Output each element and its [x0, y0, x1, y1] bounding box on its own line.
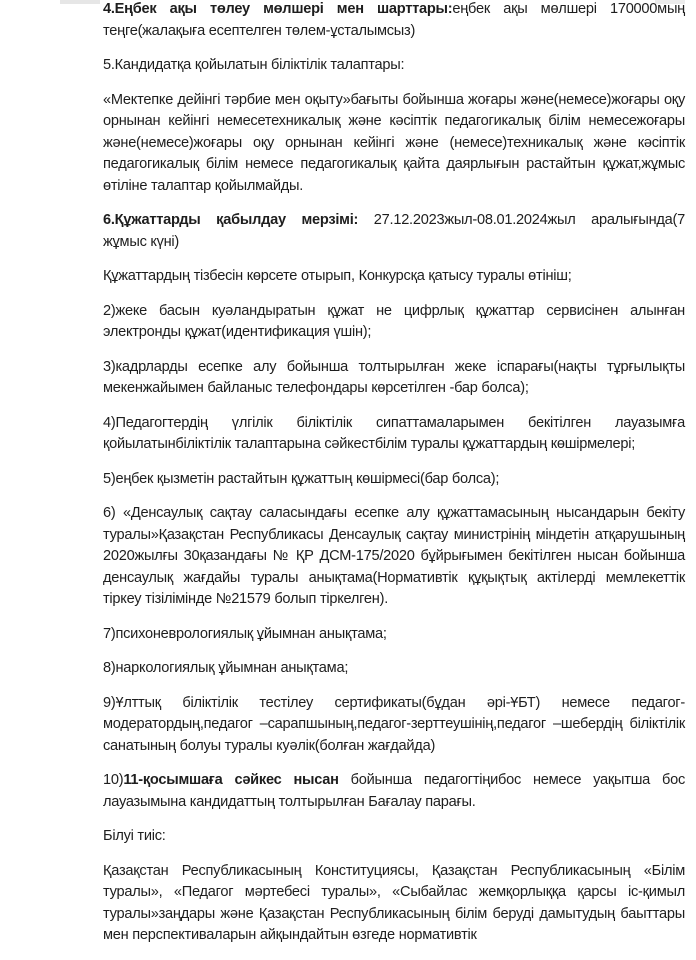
section-4-salary [103, 0, 685, 42]
item-10-bold: 11-қосымшаға сәйкес нысан [123, 772, 339, 788]
know-text: Қазақстан Республикасының Конституциясы, Қазақстан Республикасының «Білім туралы», «Педагог мәртебесі туралы», «Сыбайлас жемқорлыққа қарсы іс-қимыл туралы»заңдары және Қазақстан Республикасының білім беруді дамытудың баыттары мен перспективаларын айқындайтын өзгеде нормативтік [103, 862, 685, 943]
section-5-heading: 5.Кандидатқа қойылатын біліктілік талаптары: [103, 57, 405, 73]
section-6-text: 27.12.2023жыл-08.01.2024жыл аралығында(7 жұмыс күні) [103, 212, 685, 250]
section-4-heading: 4.Еңбек ақы төлеу мөлшері мен шарттары: [103, 1, 453, 17]
document-list-item: Құжаттардың тізбесін көрсете отырып, Конкурсқа қатысу туралы өтініш; [103, 268, 572, 284]
section-6-heading: 6.Құжаттарды қабылдау мерзімі: [103, 212, 359, 228]
page-edge-shadow [60, 0, 100, 4]
item-10-text: бойынша педагогтіңибос немесе уақытша бос лауазымына кандидаттың толтырылған Бағалау парағы. [103, 772, 685, 810]
document-list-item: 6) «Денсаулық сақтау саласындағы есепке алу құжаттамасының нысандарын бекіту туралы»Қазақстан Республикасы Денсаулық сақтау министрінің міндетін атқарушының 2020жылғы 30қазандағы № ҚР ДСМ-175/2020 бұйрығымен бекітілген нысан бойынша денсаулық жағдайы туралы анықтама(Нормативтік құқықтық актілерді мемлекеттік тіркеу тізілімінде №21579 болып тіркелген). [103, 505, 685, 607]
section-5-text: «Мектепке дейінгі тәрбие мен оқыту»бағыты бойынша жоғары және(немесе)жоғары оқу орнынан кейінгі немесетехникалық және кәсіптік педагогикалық білім немесежоғары және(немесе)жоғары оқу орнынан кейінгі және (немесе)техникалық және кәсіптік педагогикалық білім немесе педагогикалық қайта даярлығын растайтын құжат,жұмыс өтіліне талаптар қойылмайды. [103, 91, 685, 194]
document-list-item: 9)Ұлттық біліктілік тестілеу сертификаты(бұдан әрі-ҰБТ) немесе педагог-модератордың,педагог –сарапшының,педагог-зерттеушінің,педагог –шебердің біліктілік санатының болуы туралы куәлік(болған жағдайда) [103, 694, 685, 754]
section-4-text: еңбек ақы мөлшері 170000мың теңге(жалақыға есептелген төлем-ұсталымсыз) [103, 1, 685, 39]
document-list-item: 8)наркологиялық ұйымнан анықтама; [103, 660, 349, 676]
item-10-prefix: 10) [103, 772, 124, 788]
document-list-item: 7)психоневрологиялық ұйымнан анықтама; [103, 625, 387, 642]
document-list-item: 5)еңбек қызметін растайтын құжаттың көшірмесі(бар болса); [103, 470, 500, 487]
know-heading: Білуі тиіс: [103, 828, 166, 844]
document-content [103, 0, 685, 960]
document-list-item-10 [103, 770, 685, 813]
document-list-item: 4)Педагогтердің үлгілік біліктілік сипаттамаларымен бекітілген лауазымға қойылатынбіліктілік талаптарына сәйкестбілім туралы құжаттардың көшірмелері; [103, 414, 685, 452]
section-6-deadline [103, 210, 685, 253]
document-list-item: 3)кадрларды есепке алу бойынша толтырылған жеке іспарағы(нақты тұрғылықты мекенжайымен байланыс телефондары көрсетілген -бар болса); [103, 358, 685, 396]
document-list-item: 2)жеке басын куәландыратын құжат не цифрлық құжаттар сервисінен алынған электронды құжат(идентификация үшін); [103, 302, 685, 340]
